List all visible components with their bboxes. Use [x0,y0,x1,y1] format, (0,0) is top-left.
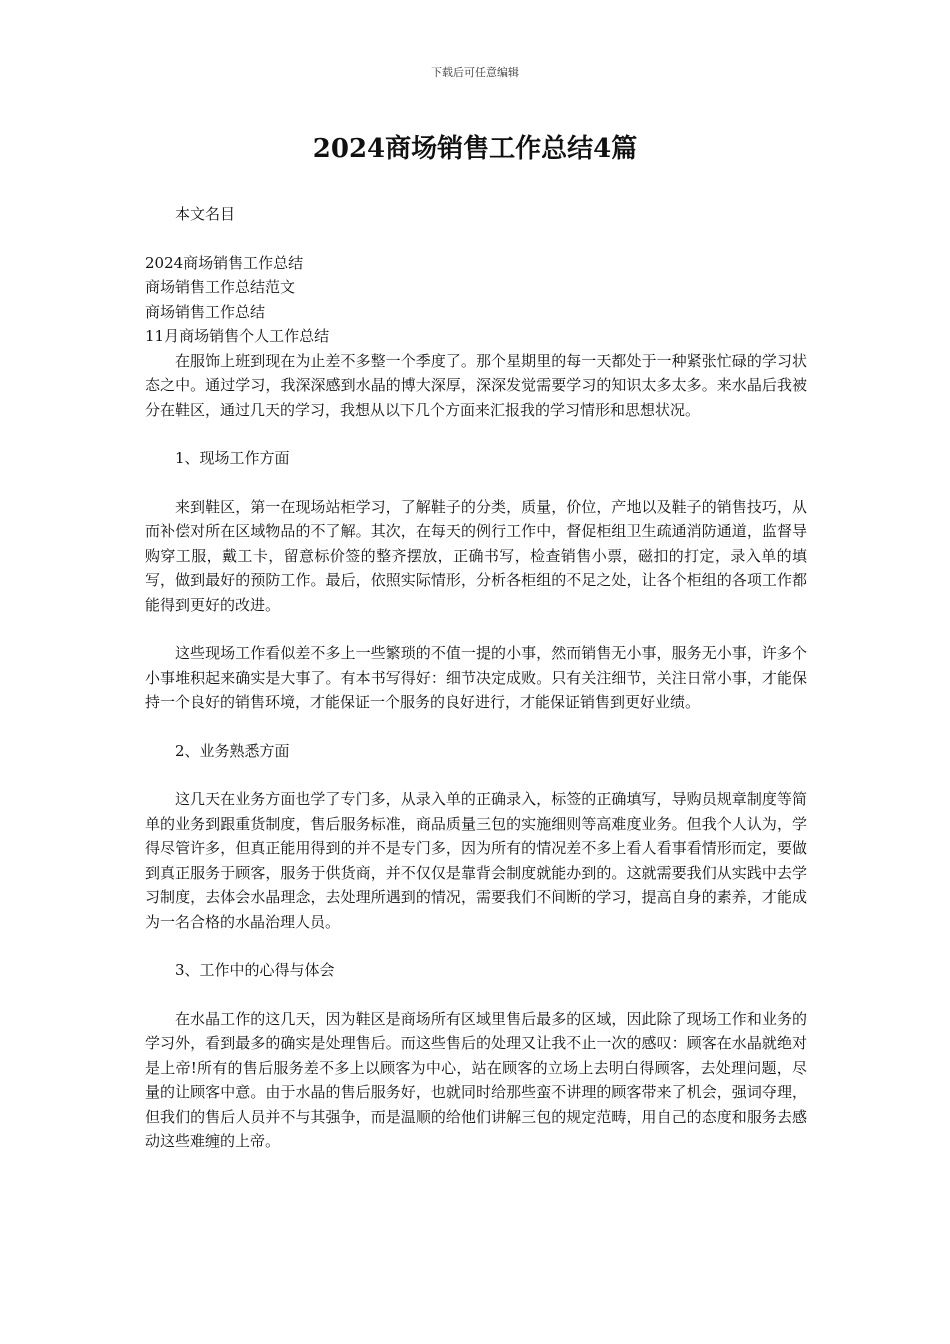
section-heading-1: 1、现场工作方面 [175,449,290,467]
toc-item[interactable]: 11月商场销售个人工作总结 [145,327,330,345]
section3-paragraph-1: 在水晶工作的这几天，因为鞋区是商场所有区域里售后最多的区域，因此除了现场工作和业务的学习外，看到最多的确实是处理售后。而这些售后的处理又让我不止一次的感叹：顾客在水晶就绝对是上帝!所有的售后服务差不多上以顾客为中心，站在顾客的立场上去明白得顾客，去处理问题，尽量的让顾客中意。由于水晶的售后服务好，也就同时给那些蛮不讲理的顾客带来了机会，强词夺理，但我们的售后人员并不与其强争，而是温顺的给他们讲解三包的规定范畴，用自己的态度和服务去感动这些难缠的上帝。 [145,1009,807,1150]
section1-paragraph-2: 这些现场工作看似差不多上一些繁琐的不值一提的小事，然而销售无小事，服务无小事，许多个小事堆积起来确实是大事了。有本书写得好：细节决定成败。只有关注细节，关注日常小事，才能保持一个良好的销售环境，才能保证一个服务的良好进行，才能保证销售到更好业绩。 [145,644,807,711]
toc-item[interactable]: 商场销售工作总结 [145,302,266,321]
section-heading-2: 2、业务熟悉方面 [175,741,290,760]
section1-paragraph-1: 来到鞋区，第一在现场站柜学习，了解鞋子的分类，质量，价位，产地以及鞋子的销售技巧，从而补偿对所在区域物品的不了解。其次，在每天的例行工作中，督促柜组卫生疏通消防通道，监督导购穿工服，戴工卡，留意标价签的整齐摆放，正确书写，检查销售小票，磁扣的打定，录入单的填写，做到最好的预防工作。最后，依照实际情形，分析各柜组的不足之处，让各个柜组的各项工作都能得到更好的改进。 [145,497,807,614]
toc-item[interactable]: 2024商场销售工作总结 [145,253,304,272]
section2-paragraph-1: 这几天在业务方面也学了专门多，从录入单的正确录入，标签的正确填写，导购员规章制度等简单的业务到跟重货制度，售后服务标准，商品质量三包的实施细则等高难度业务。但我个人认为，学得尽管许多，但真正能用得到的并不是专门多，因为所有的情况差不多上看人看事看情形而定，要做到真正服务于顾客，服务于供货商，并不仅仅是靠背会制度就能办到的。这就需要我们从实践中去学习制度，去体会水晶理念，去处理所遇到的情况，需要我们不间断的学习，提高自身的素养，才能成为一名合格的水晶治理人员。 [145,790,807,931]
intro-paragraph: 在服饰上班到现在为止差不多整一个季度了。那个星期里的每一天都处于一种紧张忙碌的学习状态之中。通过学习，我深深感到水晶的博大深厚，深深发觉需要学习的知识太多太多。来水晶后我被分在鞋区，通过几天的学习，我想从以下几个方面来汇报我的学习情形和思想状况。 [145,351,807,419]
header-note: 下载后可任意编辑 [431,66,519,79]
table-of-contents [145,251,807,349]
page-title: 2024商场销售工作总结4篇 [312,134,638,164]
toc-label: 本文名目 [175,205,236,223]
toc-item[interactable]: 商场销售工作总结范文 [145,278,296,296]
document-body [145,202,807,1154]
section-heading-3: 3、工作中的心得与体会 [175,961,335,979]
